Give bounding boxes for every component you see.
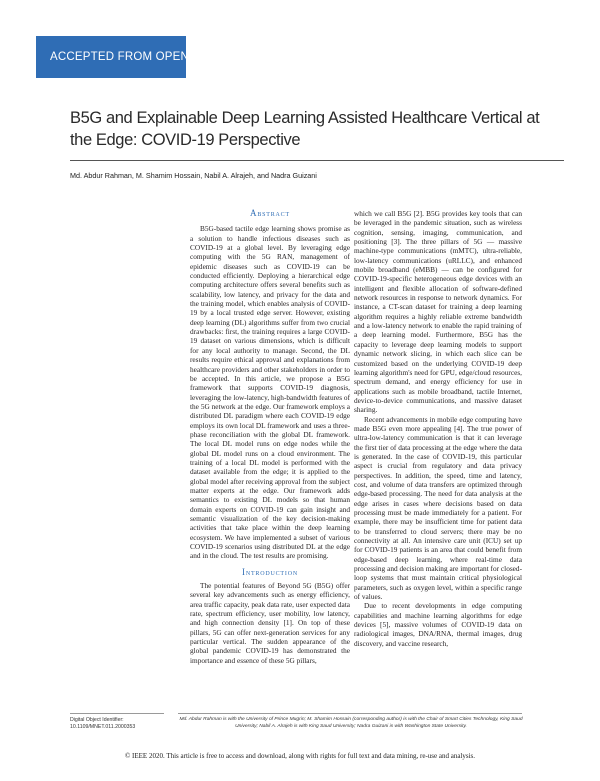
body-paragraph: Recent advancements in mobile edge computing have made B5G even more appealing [4]. The true power of ultra-low-latency communication is that it can leverage the first tier of data processing at the edge where the data is generated. In the case of COVID-19, this particular aspect is crucial from regulatory and data privacy perspectives. In addition, the speed, time and latency, cost, and volume of data transfers are optimized through edge-based processing. The need for data analysis at the edge arises in cases where decisions based on data processing must be made immediately for a patient. For example, there may be insufficient time for patient data to be transferred to cloud servers; there may be no connectivity at all. An intensive care unit (ICU) set up for COVID-19 patients is an area that could benefit from edge-based deep learning, where real-time data processing and decision making are important for closed-loop systems that must maintain critical physiological parameters, such as oxygen level, within a specific range of values. bbox=[354, 414, 522, 602]
introduction-paragraph: The potential features of Beyond 5G (B5G) offer several key advancements such as energy efficiency, area traffic capacity, peak data rate, user expected data rate, spectrum efficiency, user mobility, low latency, and high connection density [1]. On top of these pillars, 5G can offer next-generation services for any particular vertical. The sudden appearance of the global pandemic COVID-19 has demonstrated the importance and essence of these 5G pillars, bbox=[190, 581, 350, 665]
left-column bbox=[190, 209, 350, 665]
author-affiliations: Md. Abdur Rahman is with the University of Prince Mugrin; M. Shamim Hossain (corresponding author) is with the Chair of Smart Cities Technology, King Saud University; Nabil A. Alrajeh is with King Saud University; Nadra Guizani is with Washington State University. bbox=[179, 717, 523, 729]
introduction-heading: Introduction bbox=[242, 566, 298, 577]
copyright-notice: © IEEE 2020. This article is free to access and download, along with rights for full text and data mining, re-use and analysis. bbox=[124, 752, 476, 760]
author-list: Md. Abdur Rahman, M. Shamim Hossain, Nabil A. Alrajeh, and Nadra Guizani bbox=[70, 171, 317, 180]
footnote-divider bbox=[178, 713, 522, 714]
abstract-text: B5G-based tactile edge learning shows promise as a solution to handle infectious diseases such as COVID-19 at a global level. By leveraging edge computing with the 5G RAN, management of epidemic diseases such as COVID-19 can be conducted efficiently. Deploying a hierarchical edge computing architecture offers several benefits such as scalability, low latency, and privacy for the data and the training model, which enables analysis of COVID-19 by a local trusted edge server. However, existing deep learning (DL) algorithms suffer from two crucial drawbacks: first, the training requires a large COVID-19 dataset on various dimensions, which is difficult for any local authority to manage. Second, the DL results require ethical approval and explanations from healthcare providers and other stakeholders in order to be accepted. In this article, we propose a B5G framework that supports COVID-19 diagnosis, leveraging the low-latency, high-bandwidth features of the 5G network at the edge. Our framework employs a distributed DL paradigm where each COVID-19 edge employs its own local DL framework and uses a three-phase reconciliation with the global DL framework. The local DL model runs on edge nodes while the global DL model runs on a cloud environment. The training of a local DL model is performed with the dataset available from the edge; it is applied to the global model after receiving approval from the subject matter experts at the edge. Our framework adds semantics to existing DL models so that human domain experts on COVID-19 can gain insight and semantic visualization of the key decision-making activities that take place within the deep learning ecosystem. We have implemented a subset of various COVID-19 scenarios using distributed DL at the edge and in the cloud. The test results are promising. bbox=[190, 224, 351, 561]
body-paragraph: which we call B5G [2]. B5G provides key tools that can be leveraged in the pandemic situation, such as wireless cognition, sensing, imaging, communication, and positioning [3]. The three pillars of 5G — massive machine-type communications (mMTC), ultra-reliable, low-latency communications (uRLLC), and enhanced mobile broadband (eMBB) — can be configured for COVID-19-specific heterogeneous edge devices with an intelligent and flexible allocation of software-defined network resources in response to network dynamics. For instance, a CT-scan dataset for training a deep learning algorithm requires a highly reliable extreme bandwidth and a low-latency network to enable the rapid training of a deep learning model. Furthermore, B5G has the capacity to leverage deep learning models to support dynamic network slicing, in which each slice can be customized based on the underlying COVID-19 deep learning algorithm's need for GPU, edge/cloud resources, spectrum demand, and energy efficiency for use in applications such as mobile broadband, tactile Internet, device-to-device communications, and massive dataset sharing. bbox=[354, 209, 522, 415]
footnote-divider bbox=[70, 713, 164, 714]
doi-note: Digital Object Identifier: 10.1109/MNET.011.2000353 bbox=[70, 717, 136, 730]
body-paragraph: Due to recent developments in edge computing capabilities and machine learning algorithms for edge devices [5], massive volumes of COVID-19 data on radiological images, DNA/RNA, thermal images, drug discovery, and vaccine research, bbox=[354, 601, 522, 648]
accepted-from-open-call-banner: ACCEPTED FROM OPEN CALL bbox=[36, 36, 186, 78]
title-divider bbox=[70, 160, 564, 161]
page-title: B5G and Explainable Deep Learning Assisted Healthcare Vertical at the Edge: COVID-19 Perspective bbox=[70, 109, 540, 149]
right-column bbox=[354, 209, 522, 648]
abstract-heading: Abstract bbox=[250, 208, 290, 218]
